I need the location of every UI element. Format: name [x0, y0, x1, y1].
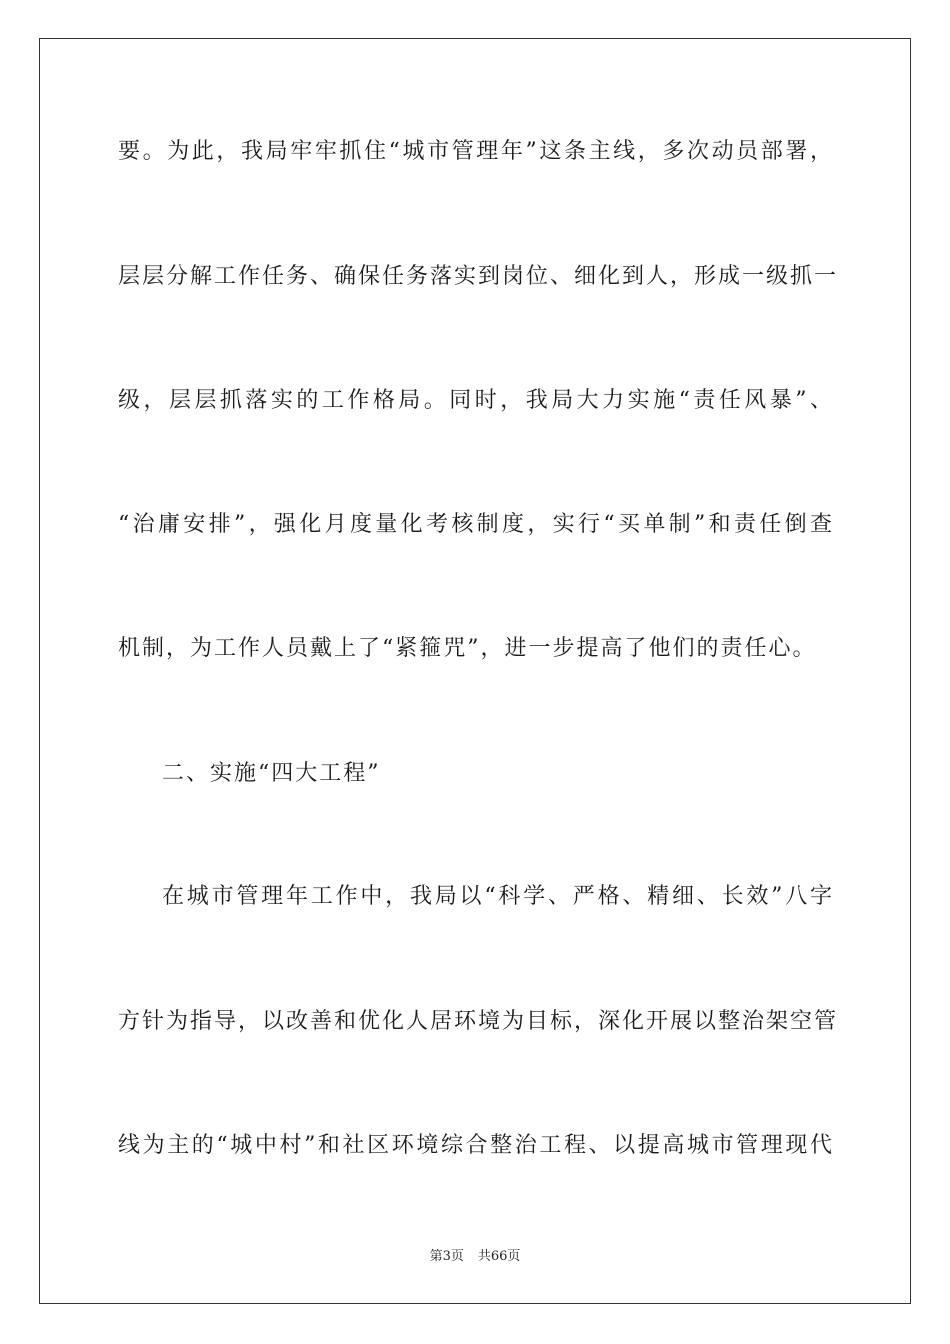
page-number: 第3页 — [429, 1249, 464, 1264]
body-line-1: 要。为此，我局牢牢抓住“城市管理年”这条主线，多次动员部署， — [118, 139, 834, 164]
section-heading: 二、实施“四大工程” — [162, 761, 381, 786]
body-line-4: “治庸安排”，强化月度量化考核制度，实行“买单制”和责任倒查 — [118, 512, 834, 537]
body-line-2: 层层分解工作任务、确保任务落实到岗位、细化到人，形成一级抓一 — [118, 264, 839, 289]
paragraph2-line-3: 线为主的“城中村”和社区环境综合整治工程、以提高城市管理现代 — [118, 1133, 834, 1158]
total-pages: 共66页 — [477, 1249, 521, 1264]
body-line-3: 级，层层抓落实的工作格局。同时，我局大力实施“责任风暴”、 — [118, 388, 834, 413]
page-border — [39, 38, 911, 1304]
page-footer — [0, 1248, 950, 1266]
paragraph2-line-2: 方针为指导，以改善和优化人居环境为目标，深化开展以整治架空管 — [118, 1009, 839, 1034]
body-line-5: 机制，为工作人员戴上了“紧箍咒”，进一步提高了他们的责任心。 — [118, 636, 817, 661]
paragraph2-line-1: 在城市管理年工作中，我局以“科学、严格、精细、长效”八字 — [162, 884, 834, 909]
